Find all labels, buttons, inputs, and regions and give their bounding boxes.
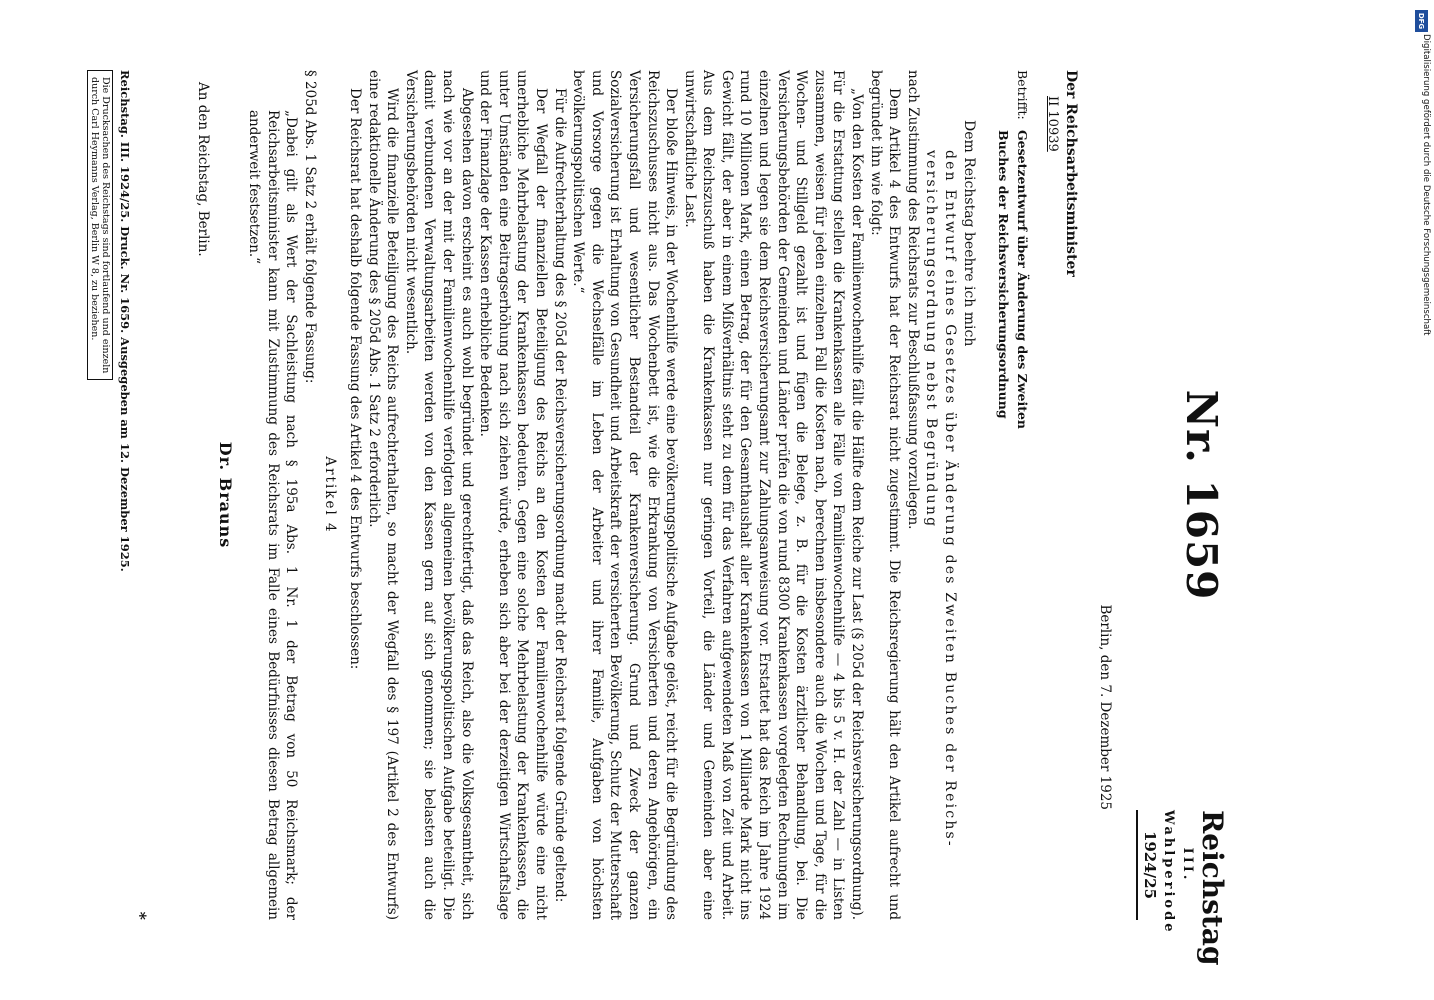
- dfg-logo-icon: DFG: [1415, 10, 1428, 32]
- subject-text: [994, 130, 1031, 429]
- subject-line-1: Gesetzentwurf über Änderung des Zweiten: [1014, 130, 1030, 430]
- article-4-intro: [866, 70, 903, 920]
- footer-publisher-box: [87, 70, 113, 380]
- dfg-funding-note: Digitalisierung gefördert durch die Deutsche Forschungsgemeinschaft: [1421, 34, 1431, 336]
- reference-number: II 10939: [1045, 96, 1061, 152]
- paragraph-205d-line: § 205d Abs. 1 Satz 2 erhält folgende Fassung:: [301, 70, 318, 384]
- quote-paragraph-2: Der bloße Hinweis, in der Wochenhilfe werde eine bevölkerungspolitische Aufgabe gelöst, reicht für die Begründung des Reichszuschusses nicht aus. Das Wochenbett ist, wie die Erkrankung von Versicherten und deren Angehörigen, ein Versicherungsfall und wesentlicher Bestandteil der Krankenversicherung. Grund und Zweck der ganzen Sozialversicherung ist Erhaltung von Gesundheit und Arbeitskraft der versicherten Bevölkerung, Schutz der Mutterschaft und Vorsorge gegen die Wechselfälle im Leben der Arbeiter und ihrer Familie, Aufgaben von höchsten bevölkerungspolitischen Werte.“: [570, 70, 680, 920]
- paragraph-205d-quote: „Dabei gilt als Wert der Sachleistung nach § 195a Abs. 1 Nr. 1 der Betrag von 50 Reichsmark; der Reichsarbeitsminister kann mit Zustimmung des Reichsrats im Falle eines Bedürfnisses diesen Betrag allgemein anderweit festsetzen.“: [246, 110, 300, 920]
- reichstag-header: [1136, 810, 1229, 966]
- paragraph-205d: [244, 70, 318, 920]
- addressee: An den Reichstag, Berlin.: [194, 82, 211, 257]
- dfg-sidebar: [1412, 4, 1432, 396]
- intro-line: nach Zustimmung des Reichsrats zur Beschlußfassung vorzulegen.: [904, 70, 921, 530]
- quote-paragraph-1: „Von den Kosten der Familienwochenhilfe fällt die Hälfte dem Reiche zur Last (§ 205d der Reichsversicherungsordnung). Für die Erstattung stellen die Krankenkassen alle Fälle von Familienwochenhilfe — 4 bis 5 v. H. der Zahl — in Listen zusammen, weisen für jeden einzelnen Fall die Kosten nach, berechnen insbesondere auch die Wochen und Tage, für die Wochen- und Stillgeld gezahlt ist und fügen die Belege, z. B. für die Kosten ärztlicher Behandlung, bei. Die Versicherungsbehörden der Gemeinden und Länder prüfen die von rund 8300 Krankenkassen vorgelegten Rechnungen im einzelnen und legen sie dem Reichsversicherungsamt zur Zahlungsanweisung vor. Erstattet hat das Reich im Jahre 1924 rund 10 Millionen Mark, einen Betrag, der für den Gesamthaushalt aller Krankenkassen von 1 Milliarde Mark nicht ins Gewicht fällt, der aber in einem Mißverhältnis steht zu dem für das Verfahren aufgewendeten Maß von Zeit und Arbeit. Aus dem Reichszuschuß haben die Krankenkassen nur geringen Vorteil, die Länder und Gemeinden aber eine unwirtschaftliche Last.: [681, 70, 866, 920]
- article-4-prefix: Dem Artikel 4 des Entwurfs hat der Reichsrat nicht zugestimmt.: [886, 88, 903, 553]
- reichsrat-intro: Für die Aufrechterhaltung des § 205d der Reichsversicherungsordnung macht der Reichsrat folgende Gründe geltend:: [551, 88, 568, 903]
- subject-label: Betrifft:: [1014, 70, 1030, 120]
- salutation: Dem Reichstag beehre ich mich: [960, 120, 977, 347]
- reichsrat-resolution: Der Reichsrat hat deshalb folgende Fassung des Artikel 4 des Entwurfs beschlossen:: [347, 88, 364, 670]
- bill-title-line-1: den Entwurf eines Gesetzes über Änderung des Zweiten Buches der Reichs-: [942, 150, 959, 848]
- document-body: [48, 0, 1298, 990]
- sender: Der Reichsarbeitsminister: [1063, 70, 1079, 277]
- reichsrat-paragraph-1: Der Wegfall der finanziellen Beteiligung des Reichs an den Kosten der Familienwochenhilfe würde eine nicht unerhebliche Mehrbelastung der Krankenkassen bedeuten. Gegen eine solche Mehrbelastung der Krankenkassen, die unter Umständen eine Beitragserhöhung nach sich ziehen würde, erheben sich aber bei der derzeitigen Wirtschaftslage und der Finanzlage der Kassen erhebliche Bedenken.: [477, 70, 549, 920]
- period-years: 1924/25: [1136, 810, 1159, 920]
- footer: [86, 70, 134, 920]
- footer-box-line-1: Die Drucksachen des Reichstags sind fortlaufend und einzeln: [99, 77, 111, 374]
- article-4-text: Die Reichsregierung hält den Artikel aufrecht und begründet ihn wie folgt:: [867, 70, 903, 921]
- reichstag-title: Reichstag: [1196, 810, 1229, 966]
- date-line: Berlin, den 7. Dezember 1925: [1097, 604, 1113, 810]
- reichsrat-paragraph-2: Abgesehen davon erscheint es auch wohl begründet und gerechtfertigt, daß das Reich, also die Volksgesamtheit, sich nach wie vor an der mit der Familienwochenhilfe verfolgten allgemeinen bevölkerungspolitischen Aufgabe beteiligt. Die damit verbundenen Verwaltungsarbeiten werden von den Kassen gern auf sich genommen; sie belasten auch die Versicherungsbehörden nicht wesentlich.: [402, 70, 475, 920]
- masthead: [1088, 70, 1229, 966]
- document-number: Nr. 1659: [1177, 389, 1226, 601]
- signature: Dr. Brauns: [216, 441, 236, 549]
- artikel-heading: Artikel 4: [322, 456, 339, 534]
- subject-block: [994, 70, 1031, 920]
- asterisk-mark: *: [130, 911, 150, 920]
- reichsrat-paragraph-3: Wird die finanzielle Beteiligung des Reichs aufrechterhalten, so macht der Wegfall des § 197 (Artikel 2 des Entwurfs) eine redaktionelle Änderung des § 205d Abs. 1 Satz 2 erforderlich.: [365, 70, 401, 920]
- footer-box-line-2: durch Carl Heymanns Verlag, Berlin W 8, zu beziehen.: [88, 77, 100, 341]
- bill-title-line-2: versicherungsordnung nebst Begründung: [923, 150, 940, 529]
- wahlperiode: III. Wahlperiode: [1161, 810, 1195, 935]
- footer-print-info: Reichstag. III. 1924/25. Druck. Nr. 1659. Ausgegeben am 12. Dezember 1925.: [118, 70, 133, 572]
- subject-line-2: Buches der Reichsversicherungsordnung: [996, 130, 1012, 419]
